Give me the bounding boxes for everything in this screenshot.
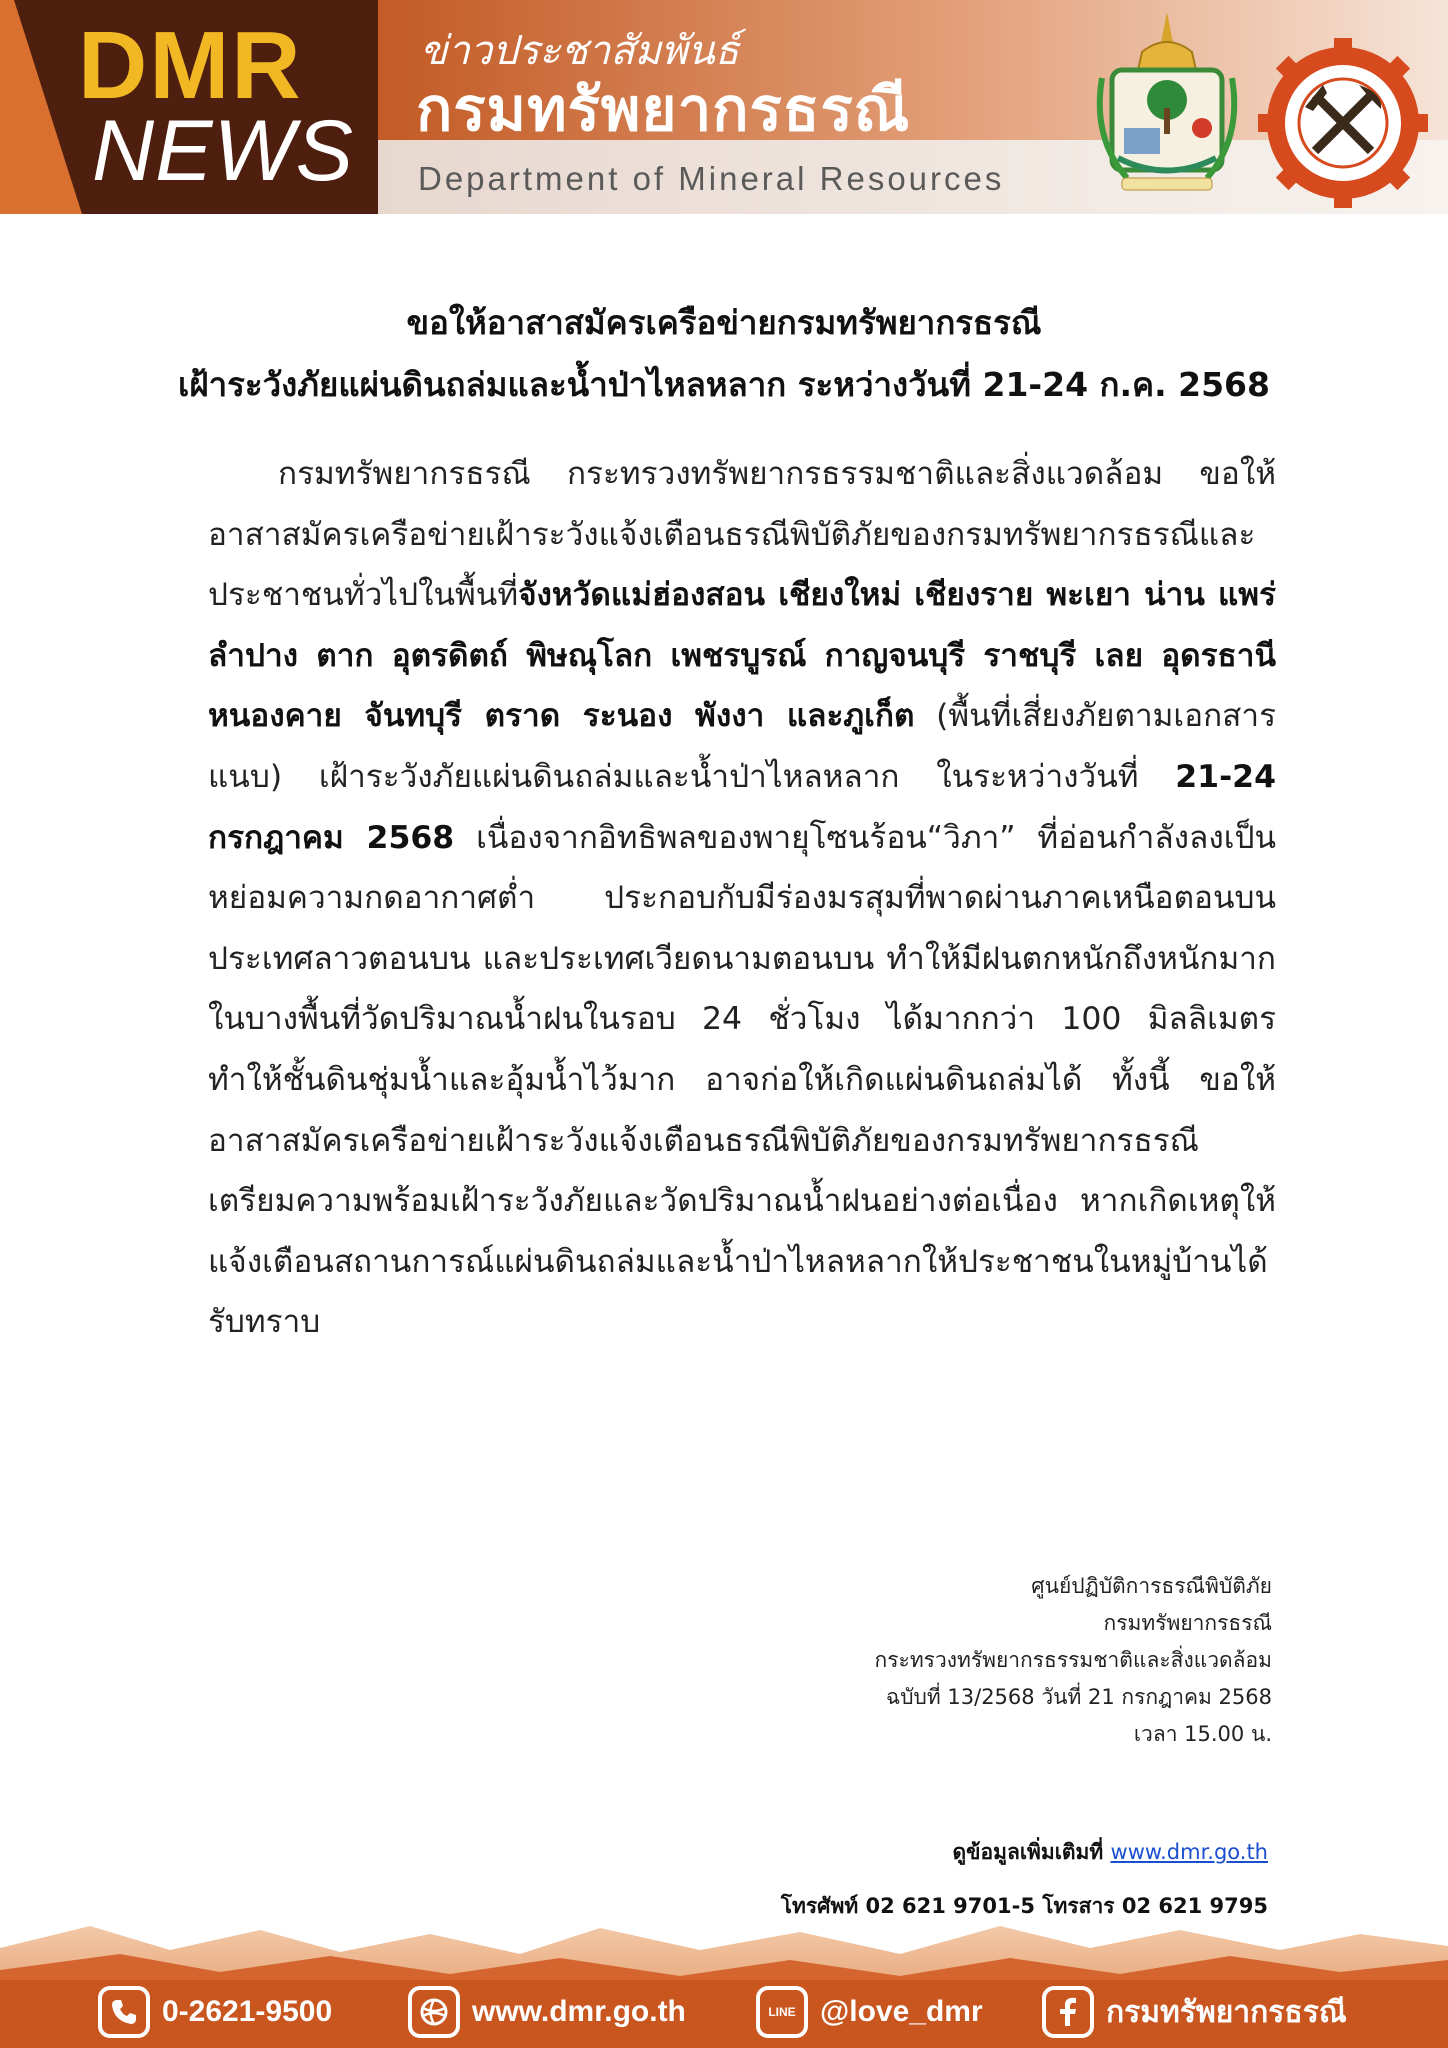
signature-center: ศูนย์ปฏิบัติการธรณีพิบัติภัย xyxy=(1031,1574,1272,1598)
body-dates: 21-24 กรกฎาคม 2568 xyxy=(208,758,1276,856)
footer-facebook[interactable] xyxy=(1042,1984,1347,2040)
announcement-title-line1: ขอให้อาสาสมัครเครือข่ายกรมทรัพยากรธรณี xyxy=(406,303,1042,342)
line-app-icon xyxy=(756,1986,808,2038)
ministry-emblem-icon xyxy=(1082,8,1252,204)
footer-line-label: @love_dmr xyxy=(820,1995,983,2028)
banner-subtitle: ข่าวประชาสัมพันธ์ xyxy=(420,28,740,74)
more-info-label: ดูข้อมูลเพิ่มเติมที่ xyxy=(952,1840,1111,1864)
phone-icon xyxy=(98,1986,150,2038)
body-details: เนื่องจากอิทธิพลของพายุโซนร้อน“วิภา” ที่อ่อนกำลังลงเป็นหย่อมความกดอากาศต่ำ ประกอบกับมีร่องมรสุมที่พาดผ่านภาคเหนือตอนบน ประเทศลาวตอนบน และประเทศเวียดนามตอนบน ทำให้มีฝนตกหนักถึงหนักมากในบางพื้นที่วัดปริมาณน้ำฝนในรอบ 24 ชั่วโมง ได้มากกว่า 100 มิลลิเมตร ทำให้ชั้นดินชุ่มน้ำและอุ้มน้ำไว้มาก อาจก่อให้เกิดแผ่นดินถล่มได้ ทั้งนี้ ขอให้อาสาสมัครเครือข่ายเฝ้าระวังแจ้งเตือนธรณีพิบัติภัยของกรมทรัพยากรธรณีเตรียมความพร้อมเฝ้าระวังภัยและวัดปริมาณน้ำฝนอย่างต่อเนื่อง หากเกิดเหตุให้แจ้งเตือนสถานการณ์แผ่นดินถล่มและน้ำป่าไหลหลากให้ประชาชนในหมู่บ้านได้รับทราบ xyxy=(208,819,1276,1341)
footer-phone[interactable] xyxy=(98,1984,332,2040)
logo-dmr: DMR xyxy=(78,12,303,119)
signature-department: กรมทรัพยากรธรณี xyxy=(1103,1611,1272,1635)
signature-issue: ฉบับที่ 13/2568 วันที่ 21 กรกฎาคม 2568 xyxy=(885,1685,1272,1709)
contact-numbers: โทรศัพท์ 02 621 9701-5 โทรสาร 02 621 9795 xyxy=(780,1894,1268,1918)
announcement-title-line2: เฝ้าระวังภัยแผ่นดินถล่มและน้ำป่าไหลหลาก ระหว่างวันที่ 21-24 ก.ค. 2568 xyxy=(178,365,1270,404)
body-intro: กรมทรัพยากรธรณี กระทรวงทรัพยากรธรรมชาติและสิ่งแวดล้อม ขอให้อาสาสมัครเครือข่ายเฝ้าระวังแจ้งเตือนธรณีพิบัติภัยของกรมทรัพยากรธรณีและประชาชนทั่วไปในพื้นที่ xyxy=(208,456,1276,614)
globe-icon xyxy=(408,1986,460,2038)
footer-facebook-label: กรมทรัพยากรธรณี xyxy=(1106,1995,1347,2029)
header-banner xyxy=(0,0,1448,220)
signature-time: เวลา 15.00 น. xyxy=(1133,1722,1272,1746)
footer-website-label: www.dmr.go.th xyxy=(472,1995,686,2028)
banner-english-name: Department of Mineral Resources xyxy=(418,160,1005,197)
signature-ministry: กระทรวงทรัพยากรธรรมชาติและสิ่งแวดล้อม xyxy=(874,1648,1272,1672)
dmr-gear-seal-icon xyxy=(1258,38,1428,208)
facebook-icon xyxy=(1042,1986,1094,2038)
signature-block xyxy=(875,1568,1272,1753)
website-link[interactable]: www.dmr.go.th xyxy=(1110,1840,1268,1864)
banner-title: กรมทรัพยากรธรณี xyxy=(416,75,911,145)
body-risk-area: (พื้นที่เสี่ยงภัยตามเอกสารแนบ) เฝ้าระวังภัยแผ่นดินถล่มและน้ำป่าไหลหลาก ในระหว่างวันที่ xyxy=(208,698,1276,795)
logo-news: NEWS xyxy=(92,103,354,199)
line-icon-text: LINE xyxy=(768,2005,796,2019)
footer-website[interactable] xyxy=(408,1984,686,2040)
body-provinces: จังหวัดแม่ฮ่องสอน เชียงใหม่ เชียงราย พะเยา น่าน แพร่ ลำปาง ตาก อุตรดิตถ์ พิษณุโลก เพชรบูรณ์ กาญจนบุรี ราชบุรี เลย อุดรธานี หนองคาย จันทบุรี ตราด ระนอง พังงา และภูเก็ต xyxy=(208,577,1276,735)
more-info xyxy=(953,1836,1268,1869)
footer-line[interactable] xyxy=(756,1984,983,2040)
dmr-news-logo xyxy=(0,0,378,214)
footer-phone-label: 0-2621-9500 xyxy=(162,1995,333,2028)
announcement-body xyxy=(208,444,1276,1353)
